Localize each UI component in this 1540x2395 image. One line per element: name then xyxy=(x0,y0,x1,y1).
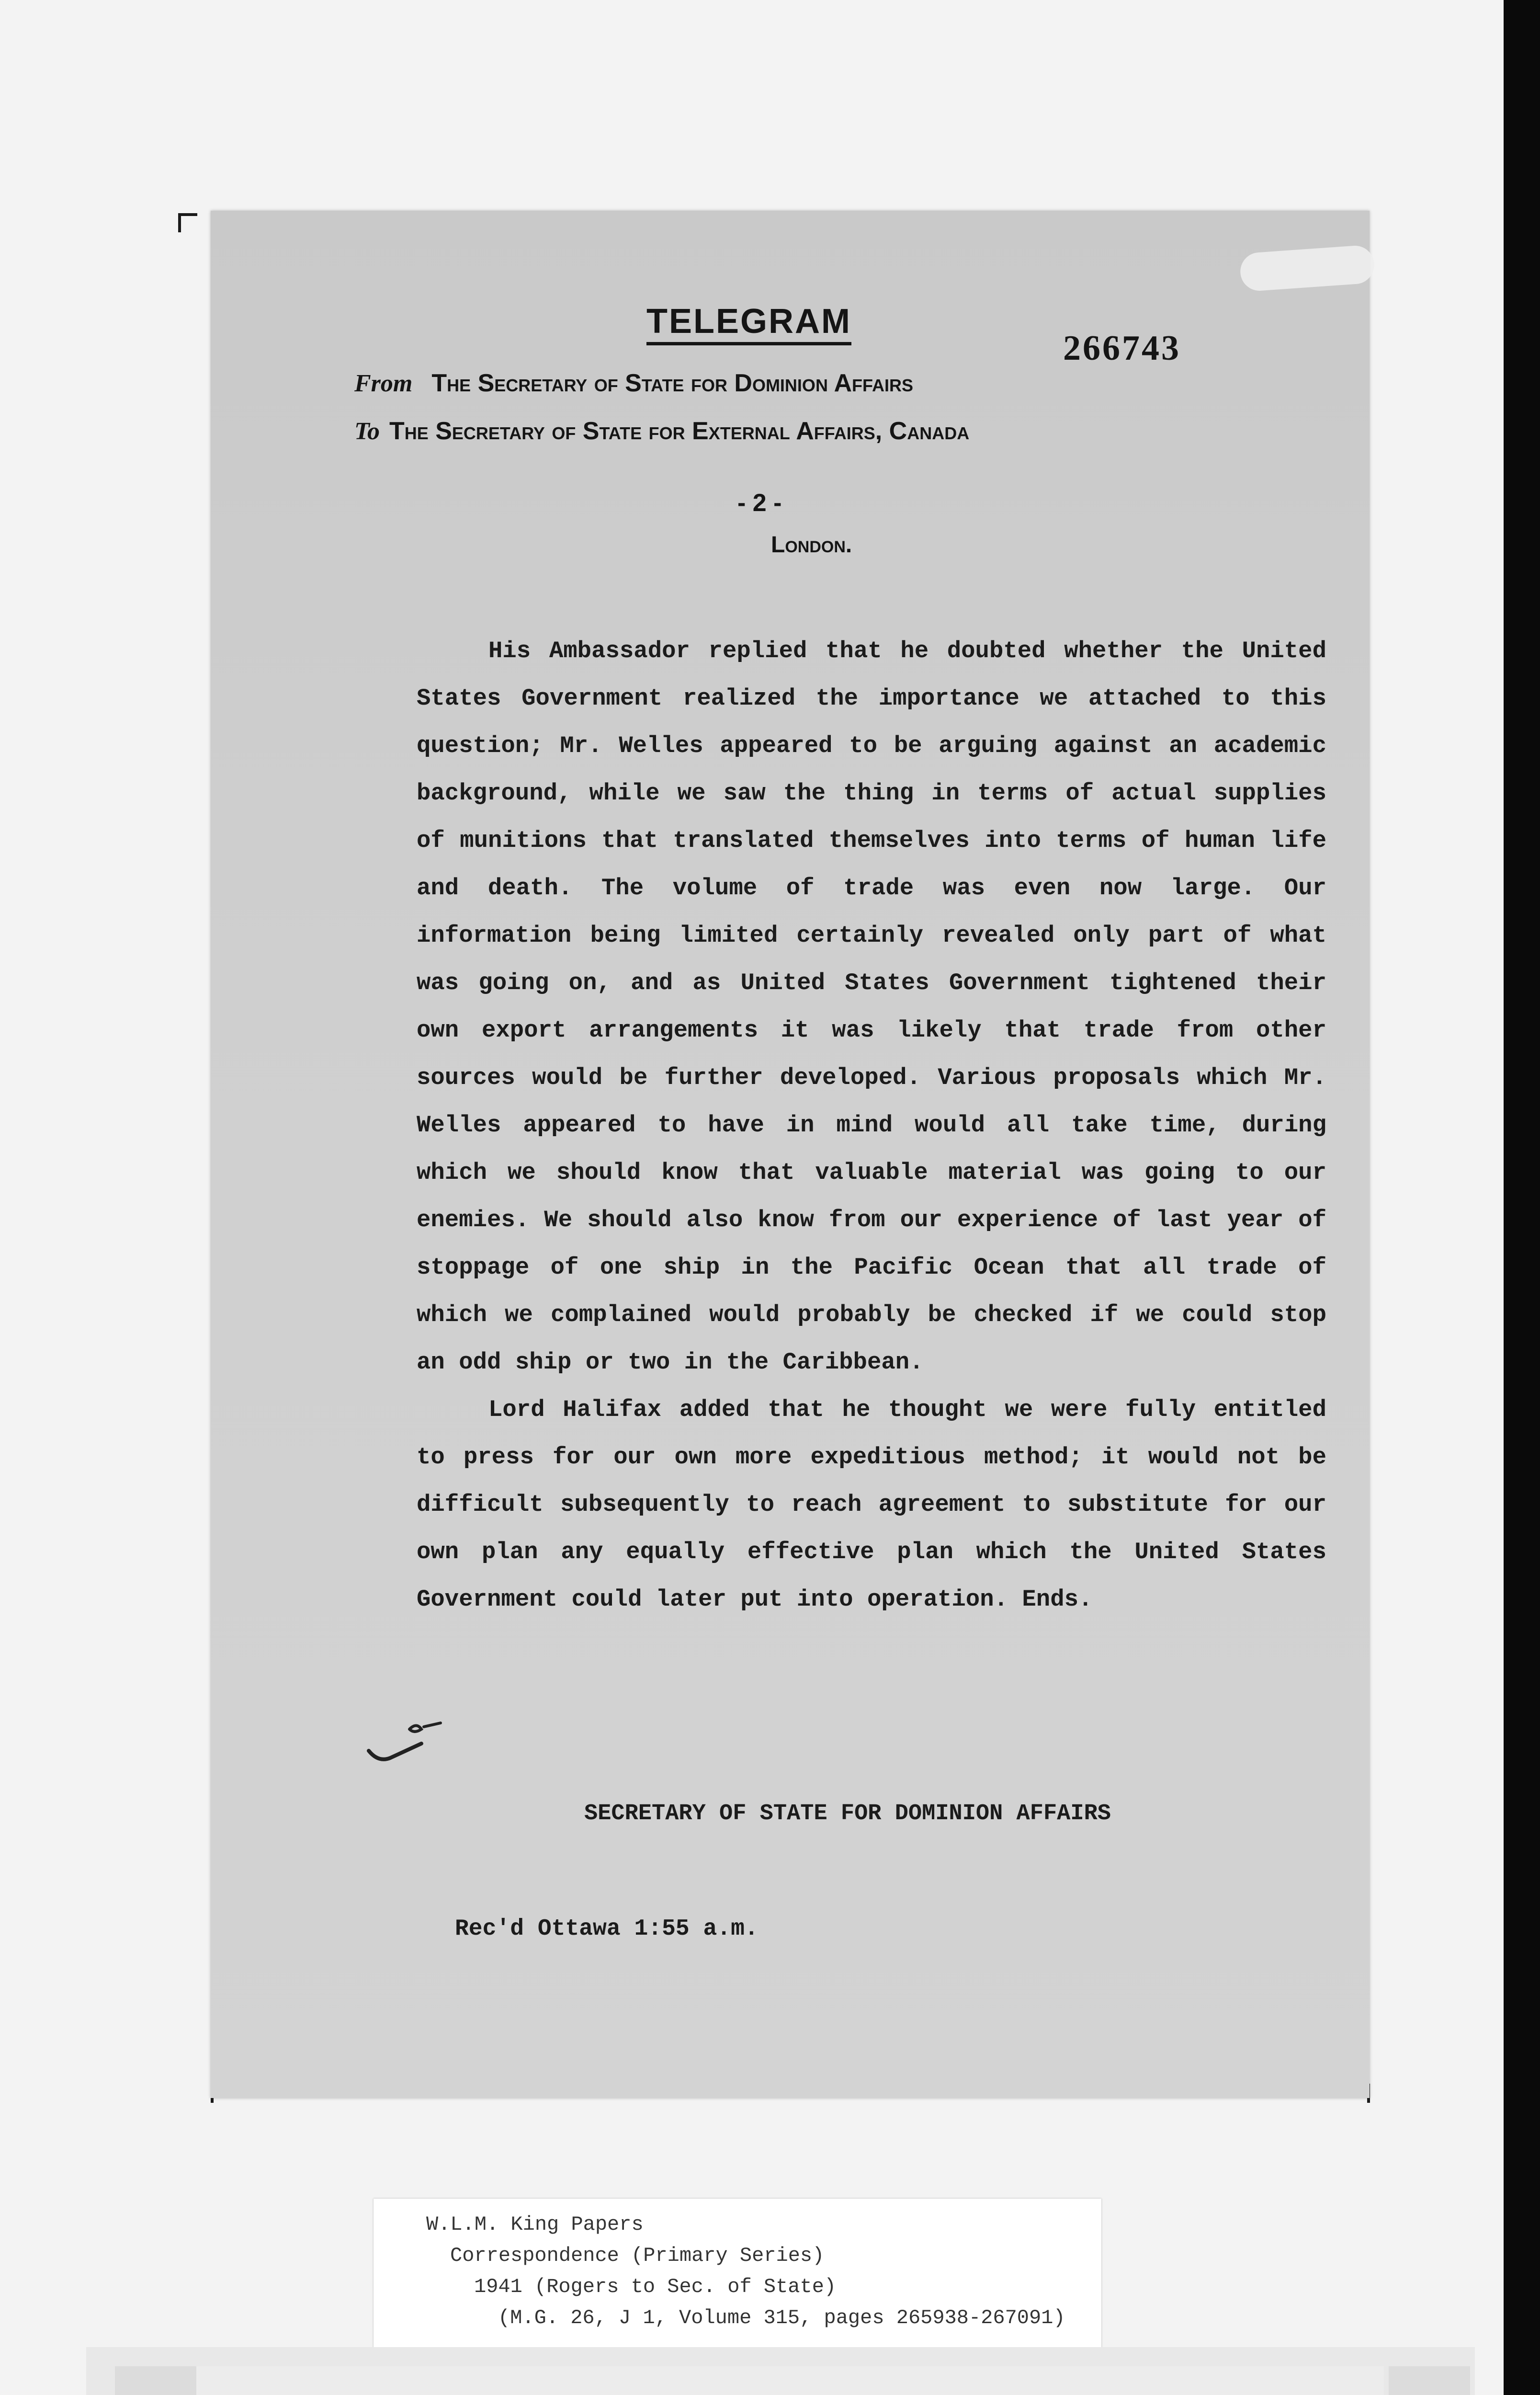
telegram-sheet xyxy=(211,211,1370,2098)
page-marker: - 2 - xyxy=(737,489,782,517)
archive-label-line: W.L.M. King Papers xyxy=(426,2213,644,2236)
telegram-title: TELEGRAM xyxy=(646,302,851,345)
received-stamp: Rec'd Ottawa 1:55 a.m. xyxy=(455,1916,759,1942)
archive-box-side xyxy=(115,2366,196,2395)
to-line xyxy=(354,417,969,445)
archive-label-line: 1941 (Rogers to Sec. of State) xyxy=(474,2275,837,2298)
from-label: From xyxy=(354,370,413,397)
archive-reference-label xyxy=(374,2199,1101,2357)
body-paragraph: Lord Halifax added that he thought we were fully entitled to press for our own more expeditious method; it would not be difficult subsequently to reach agreement to substitute for our own plan any equally effective plan which the United States Government could later put into operation. Ends. xyxy=(417,1396,1326,1613)
city-line: London. xyxy=(771,532,852,558)
handwritten-checkmark-icon xyxy=(364,1710,445,1768)
from-text: The Secretary of State for Dominion Affairs xyxy=(431,369,914,397)
archive-label-line: (M.G. 26, J 1, Volume 315, pages 265938-267091) xyxy=(498,2306,1065,2329)
tape-strip xyxy=(1239,244,1376,292)
to-label: To xyxy=(354,418,380,445)
crop-mark xyxy=(178,213,181,232)
from-line xyxy=(354,369,913,398)
crop-mark xyxy=(178,213,197,216)
public-archives-box xyxy=(86,2347,1475,2395)
archive-box-panel xyxy=(196,2366,1384,2395)
archive-label-line: Correspondence (Primary Series) xyxy=(450,2244,825,2267)
body-paragraph: His Ambassador replied that he doubted whether the United States Government realized the importance we attached to this question; Mr. Welles appeared to be arguing against an academic background, while we saw the thing in terms of actual supplies of munitions that translated themselves into terms of human life and death. The volume of trade was even now large. Our information being limited certainly revealed only part of what was going on, and as United States Government tightened their own export arrangements it was likely that trade from other sources would be further developed. Various proposals which Mr. Welles appeared to have in mind would all take time, during which we should know that valuable material was going to our enemies. We should also know from our experience of last year of stoppage of one ship in the Pacific Ocean that all trade of which we complained would probably be checked if we could stop an odd ship or two in the Caribbean. xyxy=(417,638,1326,1376)
signature-line: SECRETARY OF STATE FOR DOMINION AFFAIRS xyxy=(584,1801,1111,1826)
to-text: The Secretary of State for External Affairs, Canada xyxy=(389,417,970,445)
film-frame-edge xyxy=(1504,0,1540,2395)
telegram-number: 266743 xyxy=(1063,329,1181,368)
archive-box-side xyxy=(1389,2366,1470,2395)
telegram-body xyxy=(417,627,1326,1623)
